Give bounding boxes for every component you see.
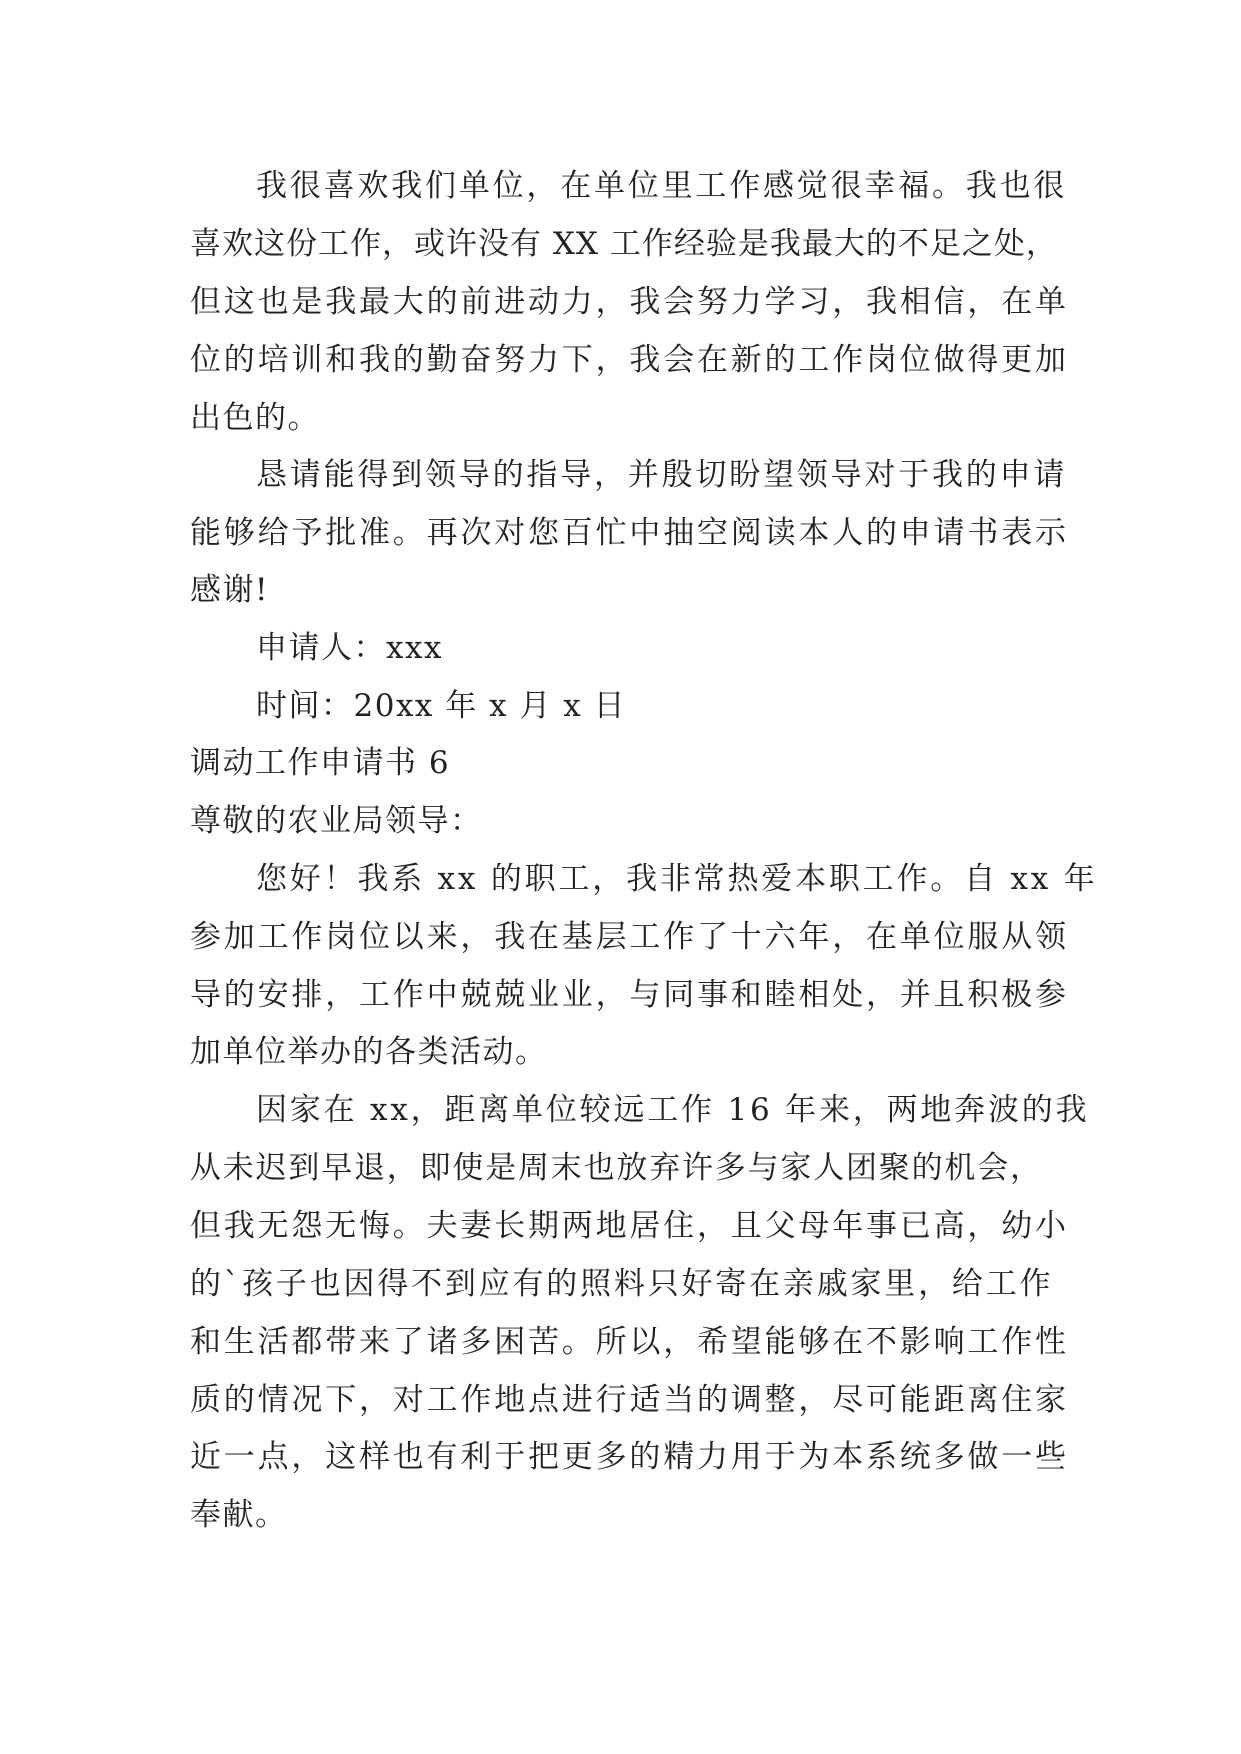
paragraph-line: 的`孩子也因得不到应有的照料只好寄在亲戚家里，给工作 — [190, 1266, 1054, 1302]
paragraph-line: 恳请能得到领导的指导，并殷切盼望领导对于我的申请 — [256, 457, 1068, 493]
section-title: 调动工作申请书 6 — [190, 745, 451, 781]
paragraph-line: 和生活都带来了诸多困苦。所以，希望能够在不影响工作性 — [190, 1324, 1069, 1360]
paragraph-line: 因家在 xx，距离单位较远工作 16 年来，两地奔波的我 — [256, 1092, 1090, 1128]
paragraph-line: 但我无怨无悔。夫妻长期两地居住，且父母年事已高，幼小 — [190, 1208, 1069, 1244]
paragraph-line: 您好！我系 xx 的职工，我非常热爱本职工作。自 xx 年 — [256, 861, 1098, 897]
signature-applicant: 申请人：xxx — [256, 630, 443, 666]
paragraph-line: 从未迟到早退，即使是周末也放弃许多与家人团聚的机会， — [190, 1150, 1043, 1186]
paragraph-line: 位的培训和我的勤奋努力下，我会在新的工作岗位做得更加 — [190, 342, 1069, 378]
paragraph-line: 喜欢这份工作，或许没有 XX 工作经验是我最大的不足之处， — [190, 226, 1058, 262]
paragraph-line: 能够给予批准。再次对您百忙中抽空阅读本人的申请书表示 — [190, 515, 1069, 551]
paragraph-line: 我很喜欢我们单位，在单位里工作感觉很幸福。我也很 — [256, 168, 1068, 204]
paragraph-line: 参加工作岗位以来，我在基层工作了十六年，在单位服从领 — [190, 919, 1069, 955]
signature-date: 时间：20xx 年 x 月 x 日 — [256, 688, 627, 724]
paragraph-line: 出色的。 — [190, 400, 320, 436]
paragraph-line: 质的情况下，对工作地点进行适当的调整，尽可能距离住家 — [190, 1382, 1069, 1418]
paragraph-line: 感谢! — [190, 572, 269, 608]
paragraph-line: 加单位举办的各类活动。 — [190, 1034, 548, 1070]
paragraph-line: 奉献。 — [190, 1497, 288, 1533]
paragraph-line: 但这也是我最大的前进动力，我会努力学习，我相信，在单 — [190, 284, 1069, 320]
salutation: 尊敬的农业局领导： — [190, 803, 483, 839]
paragraph-line: 导的安排，工作中兢兢业业，与同事和睦相处，并且积极参 — [190, 977, 1069, 1013]
paragraph-line: 近一点，这样也有利于把更多的精力用于为本系统多做一些 — [190, 1439, 1069, 1475]
